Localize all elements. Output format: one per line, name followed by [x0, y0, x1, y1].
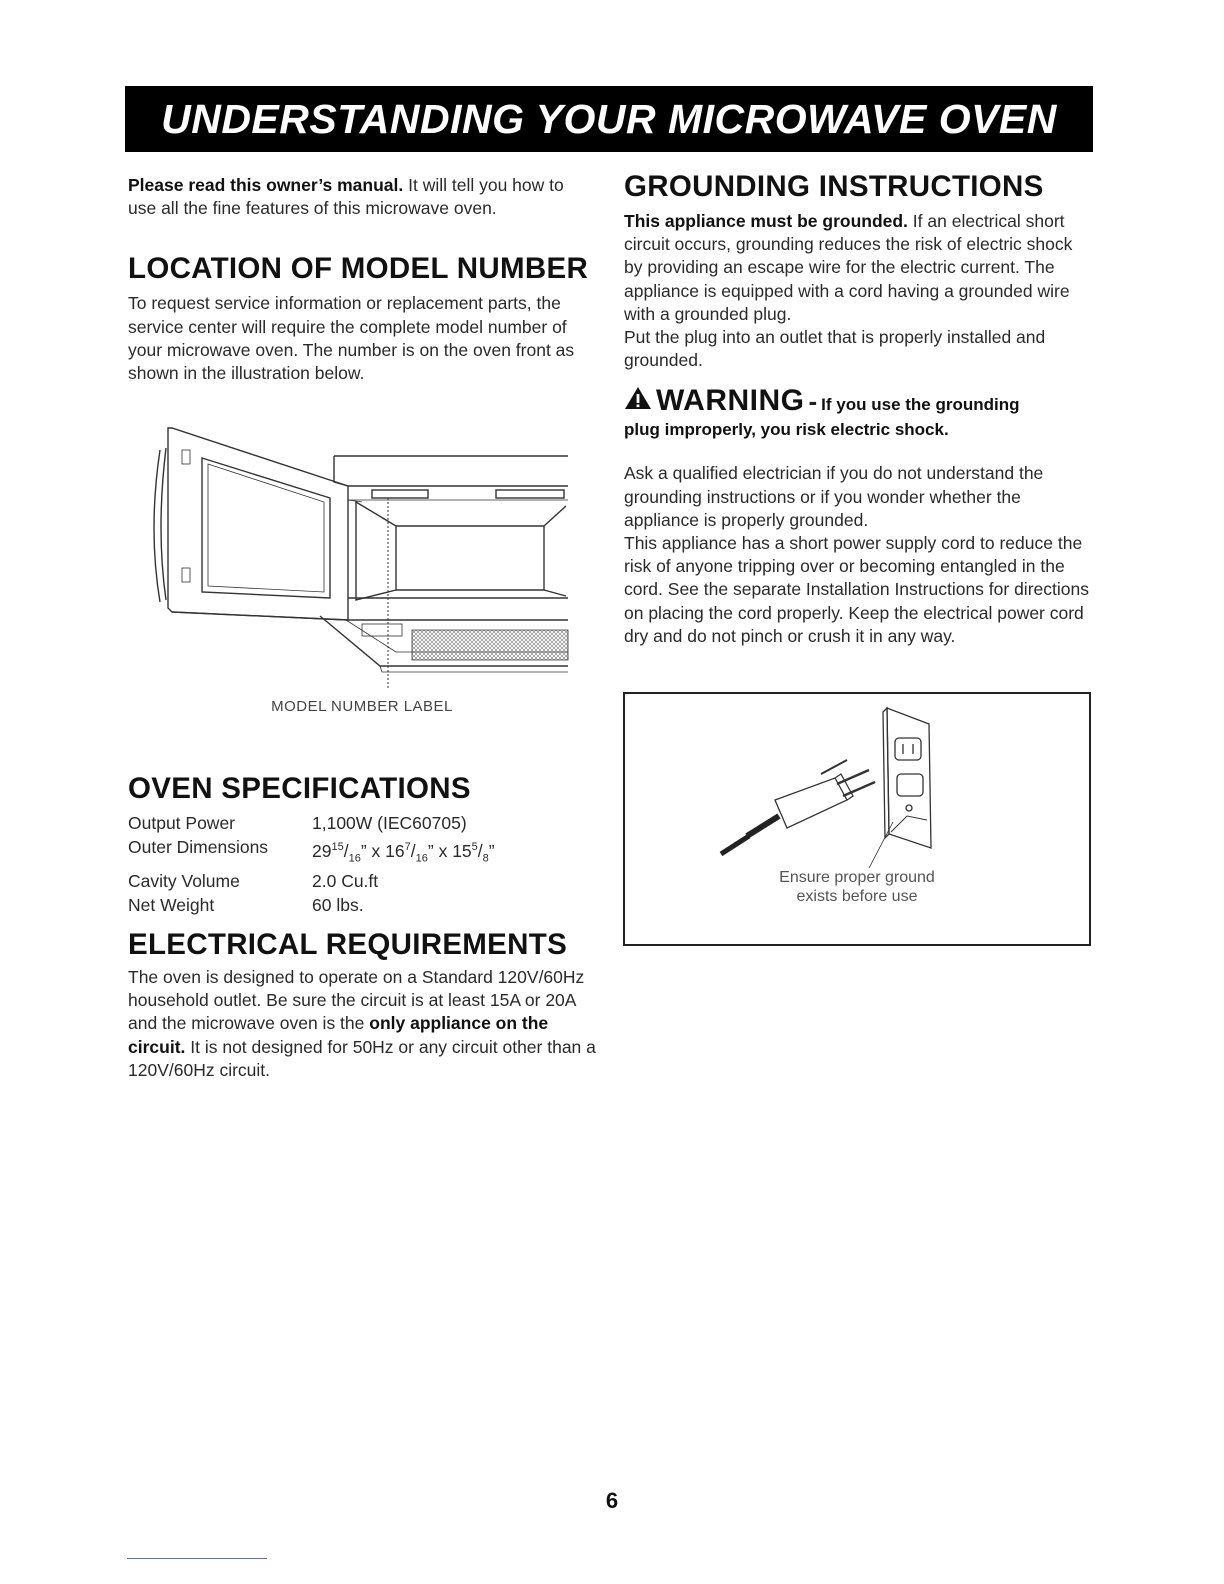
- ask-electrician-text: Ask a qualified electrician if you do not understand the grounding instructions or if you wonder whether the appliance is properly grounded.: [624, 463, 1044, 530]
- electrical-heading: ELECTRICAL REQUIREMENTS: [128, 928, 568, 961]
- electrical-text: The oven is designed to operate on a Standard 120V/60Hz household outlet. Be sure the circuit is at least 15A or 20A and the microwave oven is the only appliance on the circuit. It is not designed for 50Hz or any circuit other than a 120V/60Hz circuit.: [128, 967, 596, 1080]
- outlet-figure-box: [623, 692, 1091, 946]
- page-number: 6: [605, 1488, 619, 1513]
- intro-paragraph: [128, 174, 596, 220]
- spec-value-dimensions: $29^{15}/_{16}$” x $16^7/_{16}$” x $15^5/_8$”: [312, 840, 495, 864]
- spec-label: Outer Dimensions: [128, 836, 269, 857]
- outlet-socket-top: [895, 738, 921, 760]
- page-title: UNDERSTANDING YOUR MICROWAVE OVEN: [161, 95, 1057, 142]
- power-cord: [747, 816, 779, 836]
- oven-cavity-side: [356, 502, 396, 600]
- outlet-socket-bottom: [897, 774, 923, 796]
- spec-value: 1,100W (IEC60705): [312, 813, 467, 833]
- warning-triangle-icon: [624, 386, 652, 410]
- warning-word: WARNING: [656, 384, 805, 418]
- specs-heading: OVEN SPECIFICATIONS: [128, 772, 471, 805]
- spec-label: Output Power: [128, 813, 235, 833]
- spec-row: [128, 836, 596, 871]
- specs-table: [128, 812, 596, 917]
- spec-row: [128, 894, 596, 918]
- door-handle: [154, 450, 160, 602]
- spec-value: 60 lbs.: [312, 894, 364, 915]
- location-heading: LOCATION OF MODEL NUMBER: [128, 252, 589, 286]
- model-number-label: [372, 490, 428, 498]
- wall-outlet-plate: [887, 708, 931, 848]
- warning-text: plug improperly, you risk electric shock.: [624, 420, 949, 440]
- electrical-section: [128, 966, 598, 1082]
- spec-value: 2.0 Cu.ft: [312, 871, 379, 892]
- warning-inline-text: If you use the grounding: [821, 395, 1020, 415]
- door-window: [202, 458, 330, 598]
- model-number-caption: MODEL NUMBER LABEL: [271, 698, 453, 715]
- location-text: To request service information or replacement parts, the service center will require the complete model number of your microwave oven. The number is on the oven front as shown in the illustration below.: [128, 293, 575, 384]
- power-plug: [775, 778, 847, 828]
- outlet-caption: Ensure proper ground exists before use: [779, 869, 935, 905]
- spec-row: [128, 812, 596, 836]
- left-column: [128, 174, 596, 385]
- grounded-outlet-illustration: [717, 704, 997, 868]
- intro-text: It will tell you how to use all the fine features of this microwave oven.: [128, 175, 564, 219]
- warning-heading: WARNING - If you use the grounding: [624, 384, 1094, 418]
- grounding-text: This appliance must be grounded. If an electrical short circuit occurs, grounding reduces the risk of electric shock by providing an escape wire for the electric current. The appliance is equipped with a cord having a grounded wire with a grounded plug.: [624, 211, 1073, 324]
- grounding-heading: GROUNDING INSTRUCTIONS: [624, 170, 1044, 203]
- spec-label: Cavity Volume: [128, 871, 240, 892]
- vent-grille: [412, 630, 568, 660]
- spec-label: Net Weight: [128, 894, 215, 915]
- grounding-plug-text: Put the plug into an outlet that is properly installed and grounded.: [624, 327, 1046, 371]
- footer-rule: [127, 1558, 267, 1559]
- intro-lead: Please read this owner’s manual.: [128, 175, 404, 195]
- microwave-illustration: [150, 420, 570, 692]
- header-banner: [125, 86, 1093, 152]
- spec-row: [128, 870, 596, 894]
- power-cord-text: This appliance has a short power supply cord to reduce the risk of anyone tripping over or becoming entangled in the cord. See the separate Installation Instructions for directions on placing the cord properly. Keep the electrical power cord dry and do not pinch or crush it in any way.: [624, 533, 1089, 646]
- right-column: [624, 170, 1094, 648]
- oven-door: [168, 428, 348, 620]
